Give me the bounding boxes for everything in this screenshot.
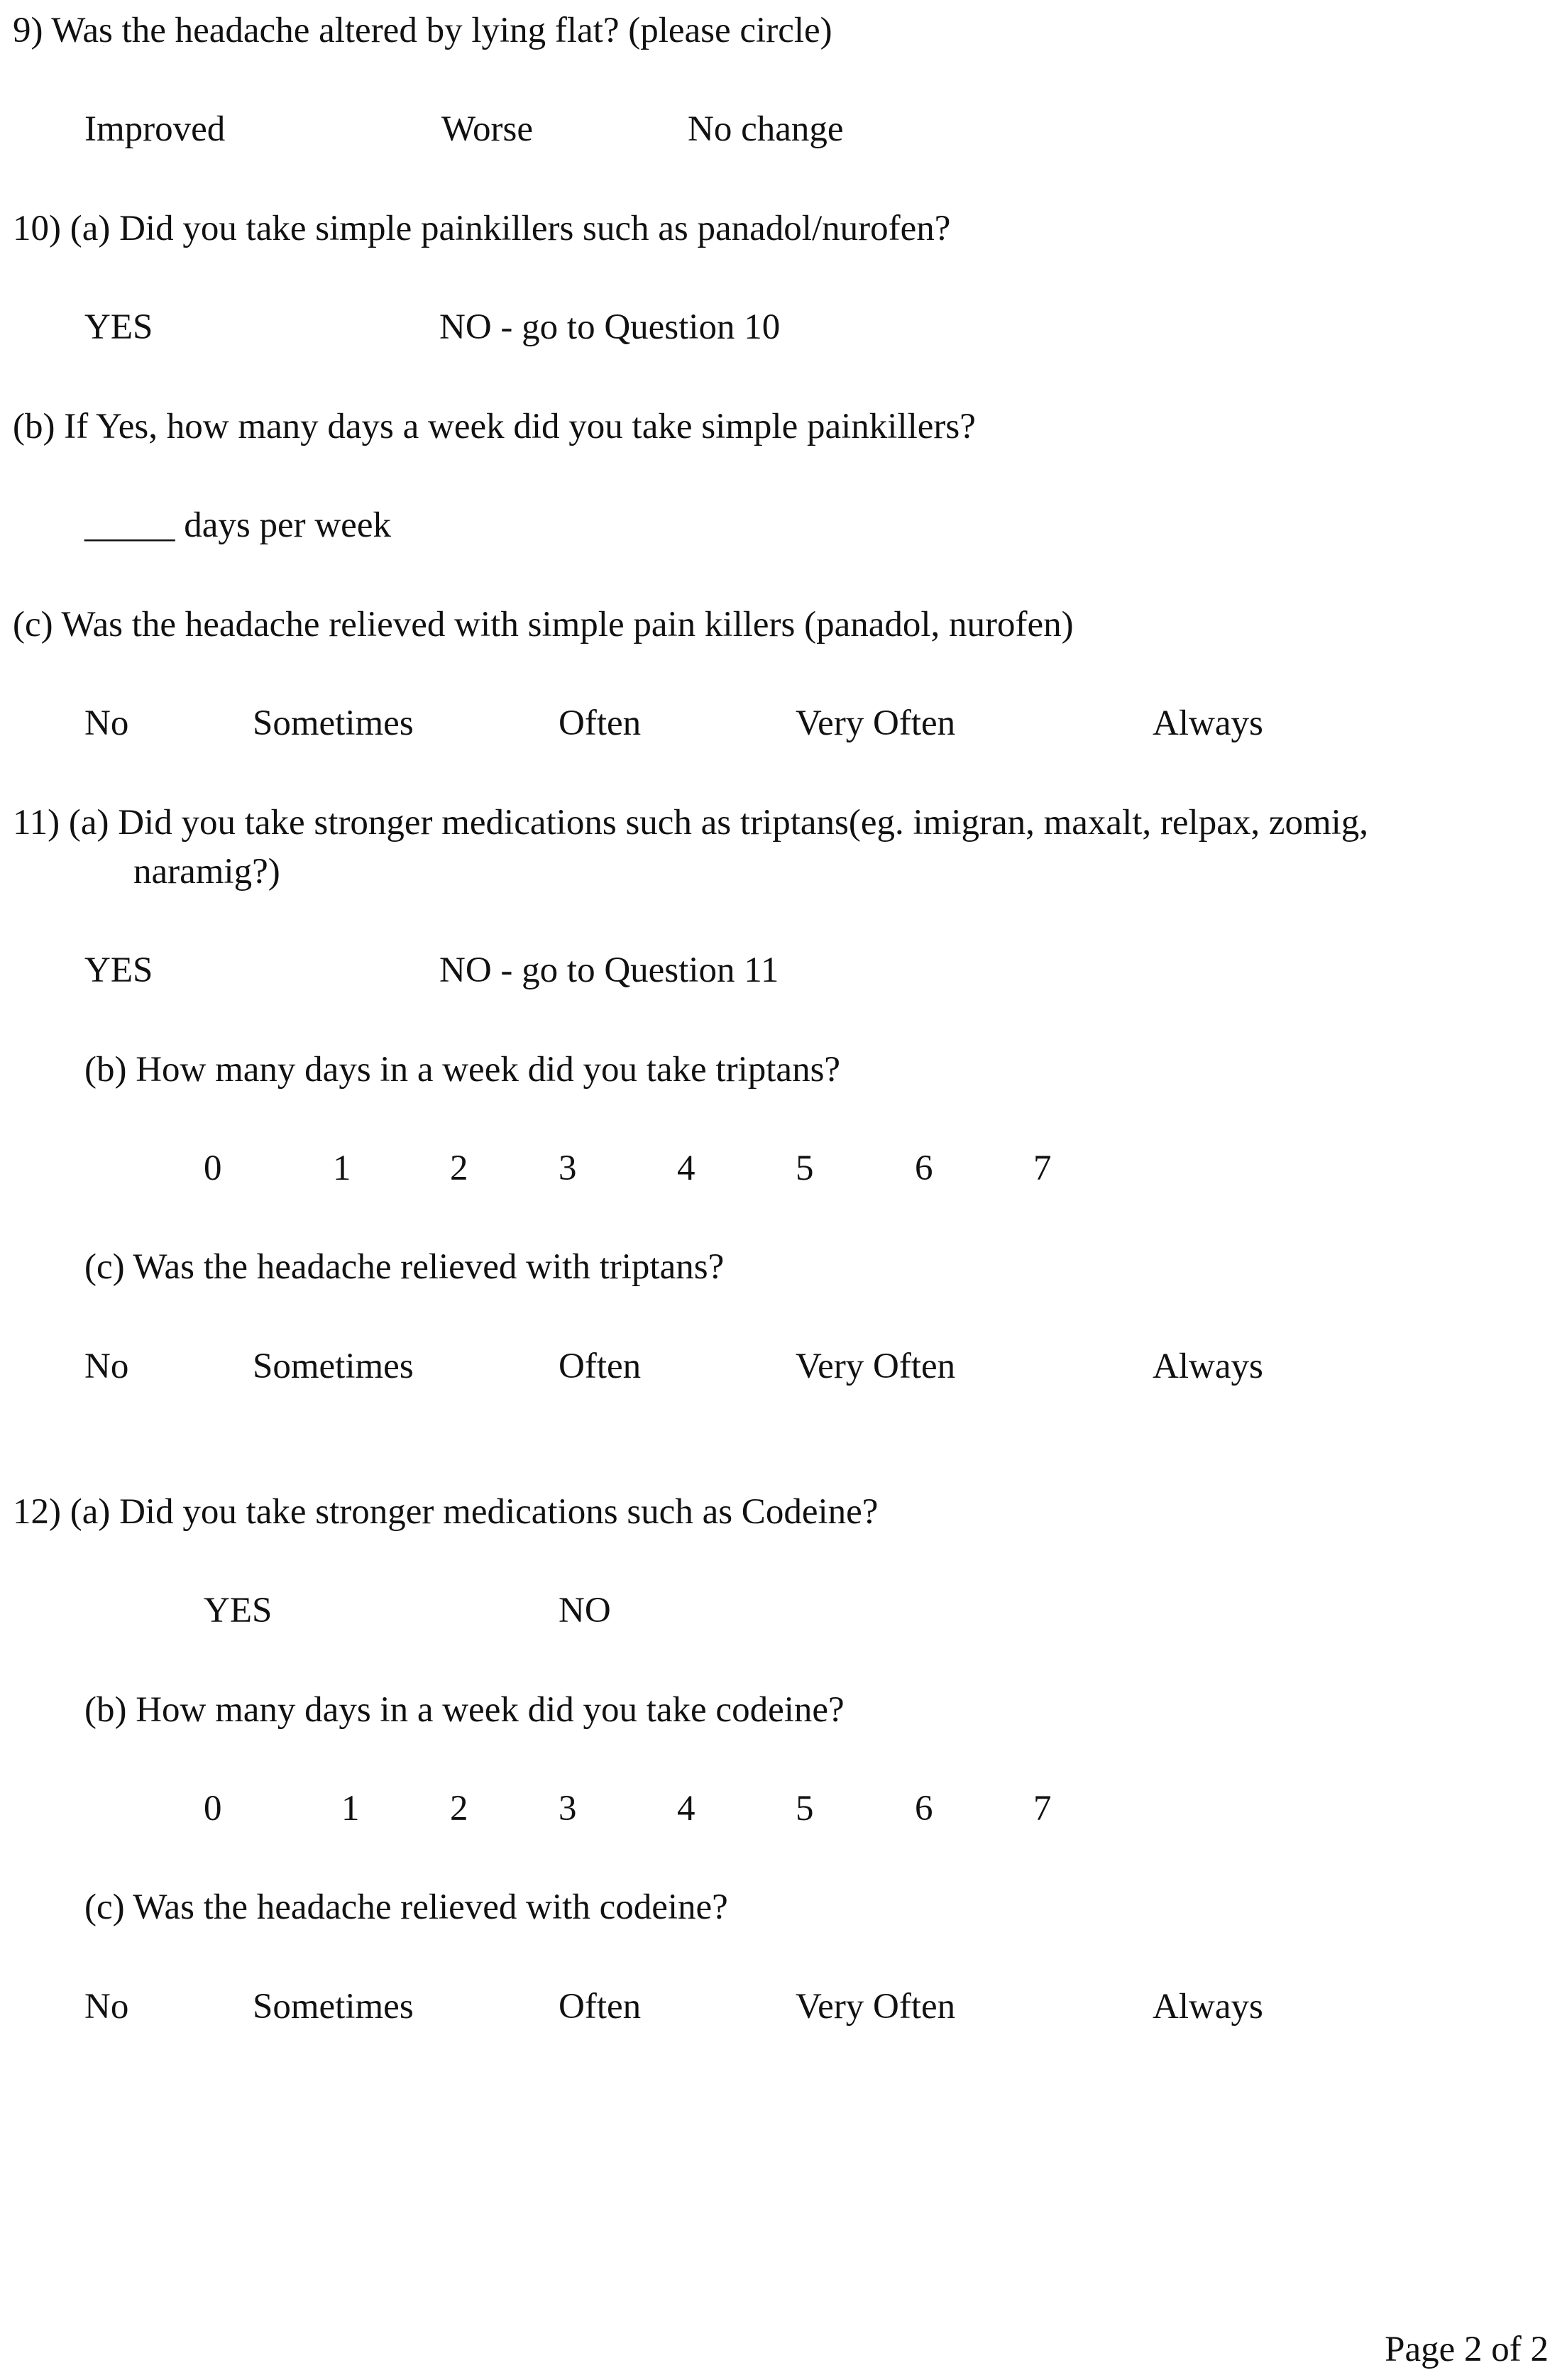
- q12b-option-6[interactable]: 6: [915, 1789, 933, 1828]
- q12b-option-2[interactable]: 2: [450, 1789, 468, 1828]
- q12b-option-7[interactable]: 7: [1033, 1789, 1052, 1828]
- q11c-option-very-often[interactable]: Very Often: [796, 1347, 956, 1386]
- q12b-option-3[interactable]: 3: [559, 1789, 577, 1828]
- q11a-question-continued: naramig?): [133, 852, 280, 892]
- q11b-option-1[interactable]: 1: [333, 1148, 351, 1188]
- q12c-option-very-often[interactable]: Very Often: [796, 1987, 956, 2027]
- q11b-option-2[interactable]: 2: [450, 1148, 468, 1188]
- q9-question: 9) Was the headache altered by lying flat? (please circle): [13, 11, 832, 50]
- q11a-question: 11) (a) Did you take stronger medications such as triptans(eg. imigran, maxalt, relpax, zomig,: [13, 803, 1369, 843]
- q12a-question: 12) (a) Did you take stronger medications such as Codeine?: [13, 1492, 879, 1532]
- q10c-option-often[interactable]: Often: [559, 703, 642, 743]
- q10a-question: 10) (a) Did you take simple painkillers such as panadol/nurofen?: [13, 209, 951, 248]
- q12b-option-1[interactable]: 1: [341, 1789, 360, 1828]
- q11b-option-6[interactable]: 6: [915, 1148, 933, 1188]
- q12a-option-yes[interactable]: YES: [204, 1591, 273, 1630]
- q12c-option-no[interactable]: No: [84, 1987, 129, 2027]
- q9-option-worse[interactable]: Worse: [441, 109, 534, 149]
- q10c-question: (c) Was the headache relieved with simple pain killers (panadol, nurofen): [13, 605, 1074, 645]
- q10c-option-no[interactable]: No: [84, 703, 129, 743]
- q11b-option-0[interactable]: 0: [204, 1148, 222, 1188]
- q11c-option-always[interactable]: Always: [1153, 1347, 1263, 1386]
- q12b-option-4[interactable]: 4: [677, 1789, 695, 1828]
- q11c-option-no[interactable]: No: [84, 1347, 129, 1386]
- q10c-option-sometimes[interactable]: Sometimes: [253, 703, 414, 743]
- q11b-question: (b) How many days in a week did you take triptans?: [84, 1050, 841, 1090]
- q11a-option-yes[interactable]: YES: [84, 950, 153, 990]
- q10a-option-yes[interactable]: YES: [84, 307, 153, 347]
- q11b-option-4[interactable]: 4: [677, 1148, 695, 1188]
- q9-option-no-change[interactable]: No change: [688, 109, 844, 149]
- q11b-option-5[interactable]: 5: [796, 1148, 814, 1188]
- q12b-question: (b) How many days in a week did you take codeine?: [84, 1690, 845, 1730]
- q11c-option-often[interactable]: Often: [559, 1347, 642, 1386]
- q12c-option-often[interactable]: Often: [559, 1987, 642, 2027]
- q12c-question: (c) Was the headache relieved with codeine?: [84, 1887, 728, 1927]
- q11b-option-3[interactable]: 3: [559, 1148, 577, 1188]
- q11c-question: (c) Was the headache relieved with triptans?: [84, 1247, 725, 1287]
- q9-option-improved[interactable]: Improved: [84, 109, 226, 149]
- q12a-option-no[interactable]: NO: [559, 1591, 611, 1630]
- q12c-option-always[interactable]: Always: [1153, 1987, 1263, 2027]
- q11a-option-no[interactable]: NO - go to Question 11: [439, 950, 779, 990]
- q10b-days-per-week-field[interactable]: _____ days per week: [84, 505, 391, 545]
- q11c-option-sometimes[interactable]: Sometimes: [253, 1347, 414, 1386]
- q10b-question: (b) If Yes, how many days a week did you take simple painkillers?: [13, 407, 976, 446]
- q10c-option-always[interactable]: Always: [1153, 703, 1263, 743]
- q10c-option-very-often[interactable]: Very Often: [796, 703, 956, 743]
- page-number: Page 2 of 2: [1385, 2330, 1549, 2369]
- q11b-option-7[interactable]: 7: [1033, 1148, 1052, 1188]
- q12b-option-5[interactable]: 5: [796, 1789, 814, 1828]
- q12b-option-0[interactable]: 0: [204, 1789, 222, 1828]
- q12c-option-sometimes[interactable]: Sometimes: [253, 1987, 414, 2027]
- q10a-option-no[interactable]: NO - go to Question 10: [439, 307, 781, 347]
